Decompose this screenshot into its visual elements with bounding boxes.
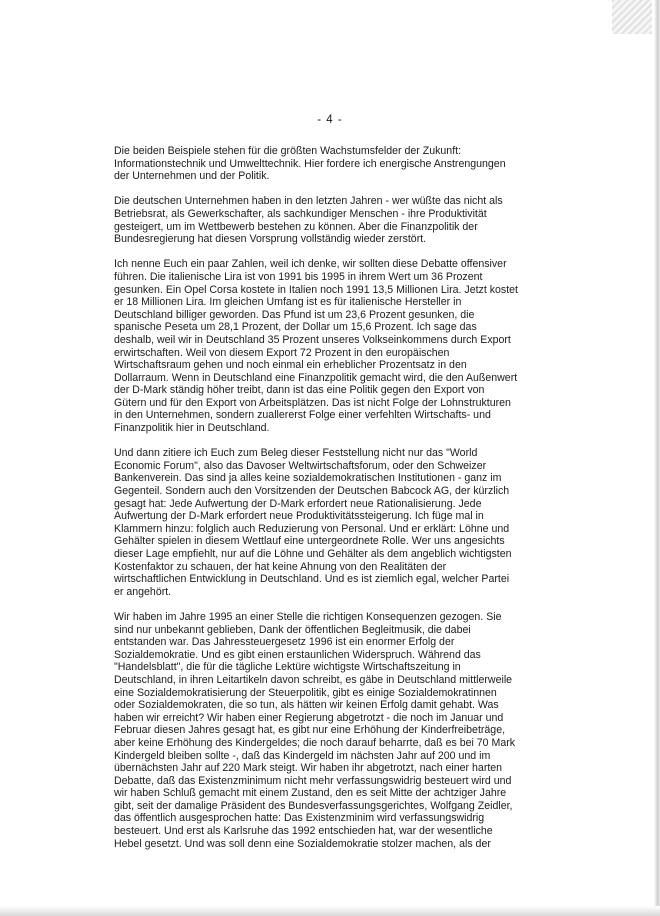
text-line: deshalb, weil wir in Deutschland 35 Prozent unseres Volkseinkommens durch Export <box>114 333 511 346</box>
text-line: spanische Peseta um 28,1 Prozent, der Dollar um 15,6 Prozent. Ich sage das <box>114 321 477 334</box>
text-line: besteuert. Und erst als Karlsruhe das 1992 entschieden hat, war der wesentliche <box>114 825 493 838</box>
text-line: aber keine Erhöhung des Kindergeldes; die noch darauf beharrte, daß es bei 70 Mark <box>114 736 516 749</box>
text-line: entstanden war. Das Jahressteuergesetz 1996 ist ein enormer Erfolg der <box>114 636 455 649</box>
scan-corner-artifact <box>612 0 652 34</box>
text-line: Februar diesen Jahres gesagt hat, es gibt nur eine Erhöhung der Kinderfreibeträge, <box>114 724 506 737</box>
text-line: Informationstechnik und Umwelttechnik. Hier fordere ich energische Anstrengungen <box>114 157 506 170</box>
text-line: wir haben Schluß gemacht mit einem Zustand, den es seit Mitte der achtziger Jahre <box>114 787 507 800</box>
text-line: oder Sozialdemokraten, die so tun, als hätten wir keinen Erfolg damit gehabt. Was <box>114 699 499 712</box>
text-line: gibt, seit der damalige Präsident des Bundesverfassungsgerichtes, Wolfgang Zeidler, <box>114 799 513 812</box>
text-line: Debatte, daß das Existenzminimum nicht mehr verfassungswidrig besteuert wird und <box>114 774 512 787</box>
text-line: Betriebsrat, als Gewerkschafter, als sachkundiger Menschen - ihre Produktivität <box>114 207 487 220</box>
text-line: Kindergeld bleiben sollte -, daß das Kindergeld im nächsten Jahr auf 200 und im <box>114 749 491 762</box>
text-line: Deutschland billiger geworden. Das Pfund ist um 23,6 Prozent gesunken, die <box>114 308 475 321</box>
text-line: gesagt hat: Jede Aufwertung der D-Mark erfordert neue Rationalisierung. Jede <box>114 497 482 510</box>
paragraph <box>114 145 534 183</box>
paragraph <box>114 258 534 434</box>
text-line: Kostenfaktor zu schauen, der hat keine Ahnung von den Realitäten der <box>114 560 447 573</box>
paragraph <box>114 611 534 850</box>
text-line: Wirtschaftsraum gehen und noch einmal ein erheblicher Prozentsatz in den <box>114 359 467 372</box>
text-line: Gütern und für den Export von Arbeitsplätzen. Das ist nicht Folge der Lohnstrukturen <box>114 396 511 409</box>
text-line: Bankenverein. Das sind ja alles keine sozialdemokratischen Institutionen - ganz im <box>114 472 502 485</box>
text-line: dieser Lage empfiehlt, nur auf die Löhne und Gehälter als dem angeblich wichtigsten <box>114 548 512 560</box>
text-line: Sozialdemokratie. Und es gibt einen erstaunlichen Widerspruch. Während das <box>114 648 481 661</box>
text-line: Die beiden Beispiele stehen für die größten Wachstumsfelder der Zukunft: <box>114 145 462 157</box>
text-line: haben wir erreicht? Wir haben einer Regierung abgetrotzt - die noch im Januar und <box>114 711 504 724</box>
text-line: Gehälter spielen in diesem Wettlauf eine untergeordnete Rolle. Wer uns angesichts <box>114 535 505 548</box>
text-line: Dollarraum. Wenn in Deutschland eine Finanzpolitik gemacht wird, die den Außenwert <box>114 371 518 384</box>
document-body <box>114 145 534 863</box>
text-line: eine Sozialdemokratisierung der Steuerpolitik, gibt es einige Sozialdemokratinnen <box>114 686 497 699</box>
scan-right-edge <box>654 0 660 916</box>
text-line: Ich nenne Euch ein paar Zahlen, weil ich denke, wir sollten diese Debatte offensiver <box>114 258 507 271</box>
text-line: der D-Mark ständig höher treibt, dann ist das eine Politik gegen den Export von <box>114 384 485 397</box>
text-line: Deutschland, in ihren Leitartikeln davon schreibt, es gäbe in Deutschland mittlerweile <box>114 673 513 686</box>
text-line: Bundesregierung hat diesen Vorsprung vollständig wieder zerstört. <box>114 233 427 246</box>
text-line: sind nur unbekannt geblieben, Dank der öffentlichen Begleitmusik, die dabei <box>114 623 471 636</box>
page-number: - 4 - <box>317 114 343 126</box>
text-line: gesteigert, um im Wettbewerb bestehen zu können. Aber die Finanzpolitik der <box>114 220 478 233</box>
text-line: in den Unternehmen, sondern zuallererst Folge einer verfehlten Wirtschafts- und <box>114 409 491 422</box>
text-line: das öffentlich ausgesprochen hatte: Das Existenzminim wird verfassungswidrig <box>114 812 485 825</box>
text-line: Finanzpolitik hier in Deutschland. <box>114 422 270 435</box>
scan-bottom-edge <box>0 906 660 916</box>
text-line: er angehört. <box>114 585 172 598</box>
text-line: Und dann zitiere ich Euch zum Beleg dieser Feststellung nicht nur das "World <box>114 447 478 460</box>
text-line: Hebel gesetzt. Und was soll denn eine Sozialdemokratie stolzer machen, als der <box>114 837 491 850</box>
paragraph <box>114 447 534 598</box>
text-line: wirtschaftlichen Entwicklung in Deutschland. Und es ist ziemlich egal, welcher Partei <box>114 573 510 586</box>
text-line: Gegenteil. Sondern auch den Vorsitzenden der Deutschen Babcock AG, der kürzlich <box>114 485 510 498</box>
paragraph <box>114 195 534 245</box>
text-line: gesunken. Ein Opel Corsa kostete in Italien noch 1991 13,5 Millionen Lira. Jetzt kostet <box>114 283 518 296</box>
text-line: führen. Die italienische Lira ist von 1991 bis 1995 in ihrem Wert um 36 Prozent <box>114 270 483 283</box>
text-line: Die deutschen Unternehmen haben in den letzten Jahren - wer wüßte das nicht als <box>114 195 503 208</box>
text-line: Economic Forum", also das Davoser Weltwirtschaftsforum, oder den Schweizer <box>114 459 487 472</box>
text-line: Klammern hinzu: folglich auch Reduzierung von Personal. Und er erklärt: Löhne und <box>114 522 510 535</box>
text-line: Wir haben im Jahre 1995 an einer Stelle die richtigen Konsequenzen gezogen. Sie <box>114 610 502 623</box>
text-line: "Handelsblatt", die für die tägliche Lektüre wichtigste Wirtschaftszeitung in <box>114 661 461 674</box>
text-line: Aufwertung der D-Mark erfordert neue Produktivitätssteigerung. Ich füge mal in <box>114 510 484 523</box>
text-line: übernächsten Jahr auf 220 Mark steigt. Wir haben ihr abgetrotzt, nach einer harten <box>114 762 503 775</box>
text-line: der Unternehmen und der Politik. <box>114 170 270 183</box>
text-line: erwirtschaften. Weil von diesem Export 72 Prozent in den europäischen <box>114 346 450 359</box>
text-line: er 18 Millionen Lira. Im gleichen Umfang ist es für italienische Hersteller in <box>114 296 462 309</box>
